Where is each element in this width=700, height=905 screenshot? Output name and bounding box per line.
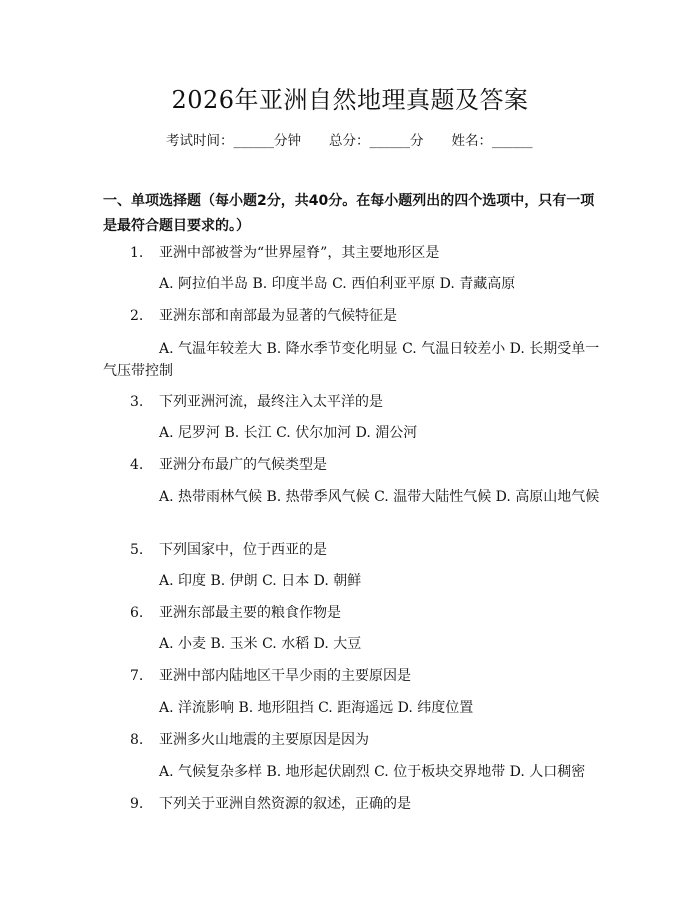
question-1-options: A. 阿拉伯半岛 B. 印度半岛 C. 西伯利亚平原 D. 青藏高原 — [159, 276, 516, 292]
question-text: 下列亚洲河流，最终注入太平洋的是 — [159, 394, 383, 410]
question-6-options: A. 小麦 B. 玉米 C. 水稻 D. 大豆 — [159, 636, 362, 652]
question-number: 6. — [130, 605, 144, 621]
exam-time-field: 考试时间：______分钟 — [166, 133, 301, 149]
question-text: 亚洲分布最广的气候类型是 — [159, 457, 327, 473]
question-number: 8. — [130, 732, 144, 748]
question-number: 3. — [130, 394, 144, 410]
question-text: 亚洲东部最主要的粮食作物是 — [159, 605, 341, 621]
question-6 — [130, 603, 341, 623]
question-4-options: A. 热带雨林气候 B. 热带季风气候 C. 温带大陆性气候 D. 高原山地气候 — [159, 489, 600, 505]
question-7 — [130, 666, 411, 686]
question-number: 4. — [130, 457, 144, 473]
question-5 — [130, 540, 327, 560]
question-text: 下列国家中，位于西亚的是 — [159, 542, 327, 558]
question-3 — [130, 392, 383, 412]
question-7-options: A. 洋流影响 B. 地形阻挡 C. 距海遥远 D. 纬度位置 — [159, 700, 474, 716]
question-2-options: A. 气温年较差大 B. 降水季节变化明显 C. 气温日较差小 D. 长期受单一气压带控制 — [103, 341, 600, 379]
question-number: 9. — [130, 796, 144, 812]
question-8 — [130, 730, 369, 750]
question-text: 亚洲多火山地震的主要原因是因为 — [159, 732, 369, 748]
question-text: 亚洲东部和南部最为显著的气候特征是 — [159, 308, 397, 324]
question-number: 7. — [130, 668, 144, 684]
question-5-options: A. 印度 B. 伊朗 C. 日本 D. 朝鲜 — [159, 573, 362, 589]
question-text: 下列关于亚洲自然资源的叙述，正确的是 — [159, 796, 411, 812]
question-text: 亚洲中部内陆地区干旱少雨的主要原因是 — [159, 668, 411, 684]
page-title: 2026年亚洲自然地理真题及答案 — [171, 86, 529, 114]
question-number: 2. — [130, 308, 144, 324]
question-text: 亚洲中部被誉为“世界屋脊”，其主要地形区是 — [159, 245, 440, 261]
question-8-options: A. 气候复杂多样 B. 地形起伏剧烈 C. 位于板块交界地带 D. 人口稠密 — [159, 764, 586, 780]
question-9 — [130, 794, 411, 814]
exam-info-line — [166, 131, 533, 151]
question-3-options: A. 尼罗河 B. 长江 C. 伏尔加河 D. 湄公河 — [159, 425, 418, 441]
question-number: 1. — [130, 245, 144, 261]
total-score-field: 总分：______分 — [329, 133, 424, 149]
question-1 — [130, 243, 439, 263]
question-2 — [130, 306, 397, 326]
question-4 — [130, 455, 327, 475]
question-number: 5. — [130, 542, 144, 558]
section-heading: 一、单项选择题（每小题2分，共40分。在每小题列出的四个选项中，只有一项是最符合题目要求的。） — [103, 193, 595, 234]
student-name-field: 姓名：______ — [451, 133, 533, 149]
